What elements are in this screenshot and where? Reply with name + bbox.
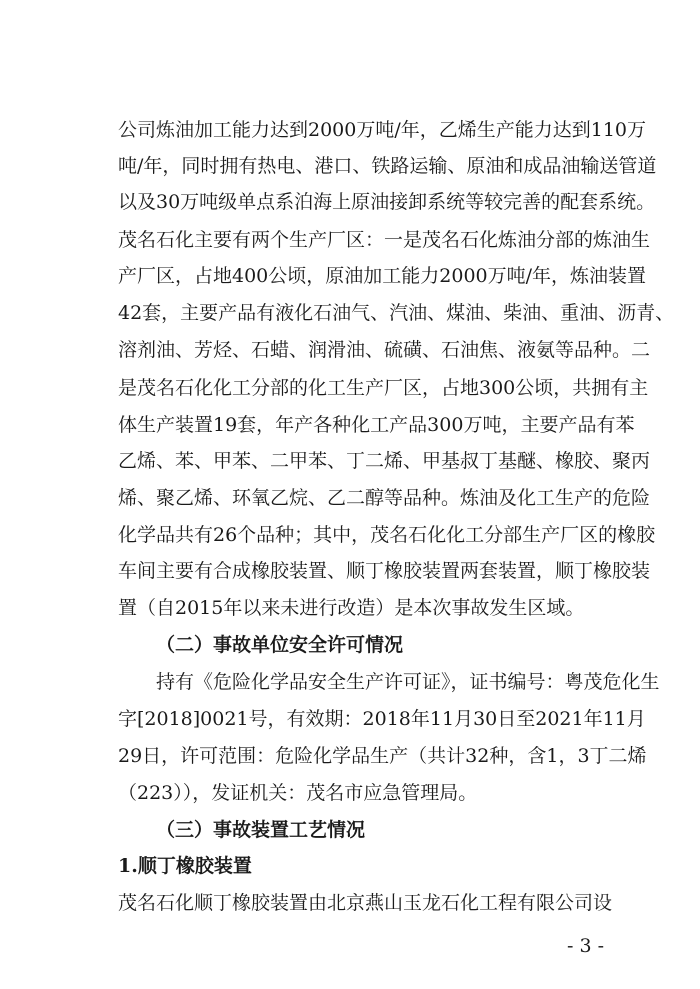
- paragraph-3-line-4: （223）），发证机关：茂名市应急管理局。: [118, 782, 478, 804]
- paragraph-2-line-4: 溶剂油、芳烃、石蜡、润滑油、硫磺、石油焦、液氨等品种。二: [118, 339, 651, 361]
- subheading-1: 1.顺丁橡胶装置: [118, 855, 252, 877]
- paragraph-3-line-2: 字[2018]0021号，有效期：2018年11月30日至2021年11月: [118, 708, 646, 730]
- paragraph-2-line-1: 茂名石化主要有两个生产厂区：一是茂名石化炼油分部的炼油生: [118, 229, 651, 251]
- page-number: - 3 -: [566, 935, 604, 957]
- paragraph-2-line-11: 置（自2015年以来未进行改造）是本次事故发生区域。: [118, 597, 585, 619]
- paragraph-2-line-8: 烯、聚乙烯、环氧乙烷、乙二醇等品种。炼油及化工生产的危险: [118, 487, 651, 509]
- paragraph-1-line-1: 公司炼油加工能力达到2000万吨/年，乙烯生产能力达到110万: [118, 119, 647, 141]
- paragraph-2-line-6: 体生产装置19套，年产各种化工产品300万吨，主要产品有苯: [118, 414, 635, 436]
- section-heading-3: （三）事故装置工艺情况: [156, 819, 366, 841]
- paragraph-2-line-10: 车间主要有合成橡胶装置、顺丁橡胶装置两套装置，顺丁橡胶装: [118, 560, 651, 582]
- paragraph-2-line-3: 42套，主要产品有液化石油气、汽油、煤油、柴油、重油、沥青、: [118, 302, 675, 324]
- paragraph-1-line-3: 以及30万吨级单点系泊海上原油接卸系统等较完善的配套系统。: [118, 191, 656, 213]
- section-heading-2: （二）事故单位安全许可情况: [156, 634, 404, 656]
- paragraph-2-line-9: 化学品共有26个品种；其中，茂名石化化工分部生产厂区的橡胶: [118, 524, 656, 546]
- paragraph-3-line-3: 29日，许可范围：危险化学品生产（共计32种，含1，3丁二烯: [118, 745, 647, 767]
- paragraph-2-line-7: 乙烯、苯、甲苯、二甲苯、丁二烯、甲基叔丁基醚、橡胶、聚丙: [118, 450, 651, 472]
- paragraph-2-line-2: 产厂区，占地400公顷，原油加工能力2000万吨/年，炼油装置: [118, 265, 647, 287]
- paragraph-4-line-1: 茂名石化顺丁橡胶装置由北京燕山玉龙石化工程有限公司设: [118, 892, 613, 914]
- paragraph-3-line-1: 持有《危险化学品安全生产许可证》，证书编号：粤茂危化生: [156, 671, 660, 693]
- paragraph-1-line-2: 吨/年，同时拥有热电、港口、铁路运输、原油和成品油输送管道: [118, 155, 657, 177]
- paragraph-2-line-5: 是茂名石化化工分部的化工生产厂区，占地300公顷，共拥有主: [118, 377, 649, 399]
